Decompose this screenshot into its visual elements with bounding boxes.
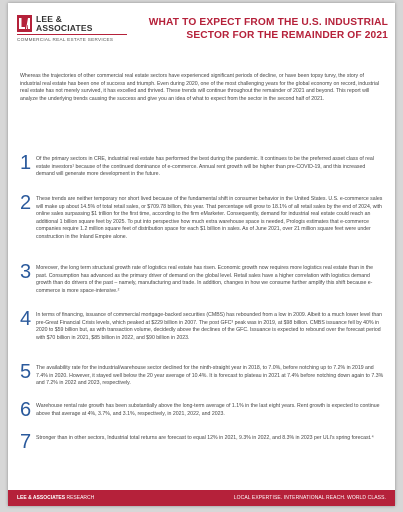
item-number: 7 xyxy=(20,431,32,453)
footer-brand xyxy=(17,495,94,501)
page-footer xyxy=(8,490,395,506)
item-text: These trends are neither temporary nor short lived because of the fundamental shift in consumer behavior in the United States. U.S. e-commerce sales will make up about 14.5% of total retail sales, or $709.78 billion, this year. That percentage will grow to 18.1% of all retail sales by the end of 2024, with online sales surpassing $1 trillion for the first time, according to the firm eMarketer. Consequently, demand for industrial real estate could reach an additional 1 billion square feet by 2025. To put into perspective how much extra warehouse space is needed, Prologis estimates that e-commerce companies require 1.2 million square feet of distribution space for each $1 billion in sales. As of June 2021, over 21 million square feet were under construction in the Inland Empire alone. xyxy=(36,196,383,240)
item-number: 5 xyxy=(20,361,32,383)
logo-divider xyxy=(17,34,127,35)
item-number: 6 xyxy=(20,399,32,421)
item-text: Stronger than in other sectors, Industrial total returns are forecast to equal 12% in 2021, 9.3% in 2022, and 8.3% in 2023 per ULI's spring forecast.⁴ xyxy=(36,435,374,441)
item-text: The availability rate for the industrial/warehouse sector declined for the ninth-straight year in 2018, to 7.0%, before notching up to 7.2% in 2019 and 7.4% in 2020. However, it stayed well below the 20 year average of 10.4%. It is forecast to plateau in 2021 at 7.4% before notching down again to 7.3% and 7.2% in 2022 and 2023, respectively. xyxy=(36,365,384,387)
item-text: Warehouse rental rate growth has been substantially above the long-term average of 1.1% in the last eight years. Rent growth is expected to continue above that average at 4%, 3.7%, and 3.1%, respectively, in 2021, 2022, and 2023. xyxy=(36,403,380,417)
intro-paragraph: Whereas the trajectories of other commercial real estate sectors have experienced significant periods of decline, or have been topsy turvy, the story of industrial real estate has been one of success and triumph. Even during 2020, one of the most challenging years for the global economy on record, industrial real estate has not merely survived, it has excelled and thrived. These trends will continue throughout the remainder of 2021 and beyond. This report will analyze the underlying trends causing the success and give you an idea of what to expect from the sector in the second half of 2021. xyxy=(20,73,380,102)
footer-slogan: LOCAL EXPERTISE. INTERNATIONAL REACH. WORLD CLASS. xyxy=(233,495,386,501)
company-name: LEE & ASSOCIATES xyxy=(36,14,93,33)
item-text: In terms of financing, issuance of commercial mortgage-backed securities (CMBS) has rebounded from a low in 2009. Albeit to a much lower level than pre-Great Financial Crisis levels, which peaked at $229 billion in 2007. The post GFC³ peak was in 2019, at $98 billion. CMBS issuance fell by 40% in 2020 to $59 billion but, as with transaction volume, decidedly above the declines of the GFC. Issuance is expected to rebound over the forecast period with $70 billion in 2021, $85 billion in 2022, and $90 billion in 2023. xyxy=(36,312,382,341)
item-number: 2 xyxy=(20,192,32,214)
footer-brand-suffix: RESEARCH xyxy=(66,495,95,501)
page-title: WHAT TO EXPECT FROM THE U.S. INDUSTRIAL SECTOR FOR THE REMAINDER OF 2021 xyxy=(148,17,388,41)
item-text: Moreover, the long term structural growth rate of logistics real estate has risen. Economic growth now requires more logistics real estate than in the past. Consumption has advanced as the primary driver of demand on the global level. Retail sales have a higher correlation with logistics demand growth than do drivers of the past – namely, manufacturing and trade. In addition, changes in how we consume further amplify this shift because e-commerce is more space-intensive.² xyxy=(36,265,374,294)
lee-associates-logo-icon xyxy=(17,15,32,32)
item-number: 3 xyxy=(20,261,32,283)
page-header xyxy=(8,3,395,59)
footer-brand-name: LEE & ASSOCIATES xyxy=(17,495,66,501)
item-text: Of the primary sectors in CRE, industrial real estate has performed the best during the pandemic. It continues to be the preferred asset class of real estate investors¹ because of the continued dominance of e-commerce. Annual rent growth will be higher than pre-COVID-19, and this increased demand will generate more development in the future. xyxy=(36,156,374,178)
item-number: 1 xyxy=(20,152,32,174)
document-page xyxy=(8,3,395,506)
item-number: 4 xyxy=(20,308,32,330)
company-tagline: COMMERCIAL REAL ESTATE SERVICES xyxy=(17,37,114,42)
